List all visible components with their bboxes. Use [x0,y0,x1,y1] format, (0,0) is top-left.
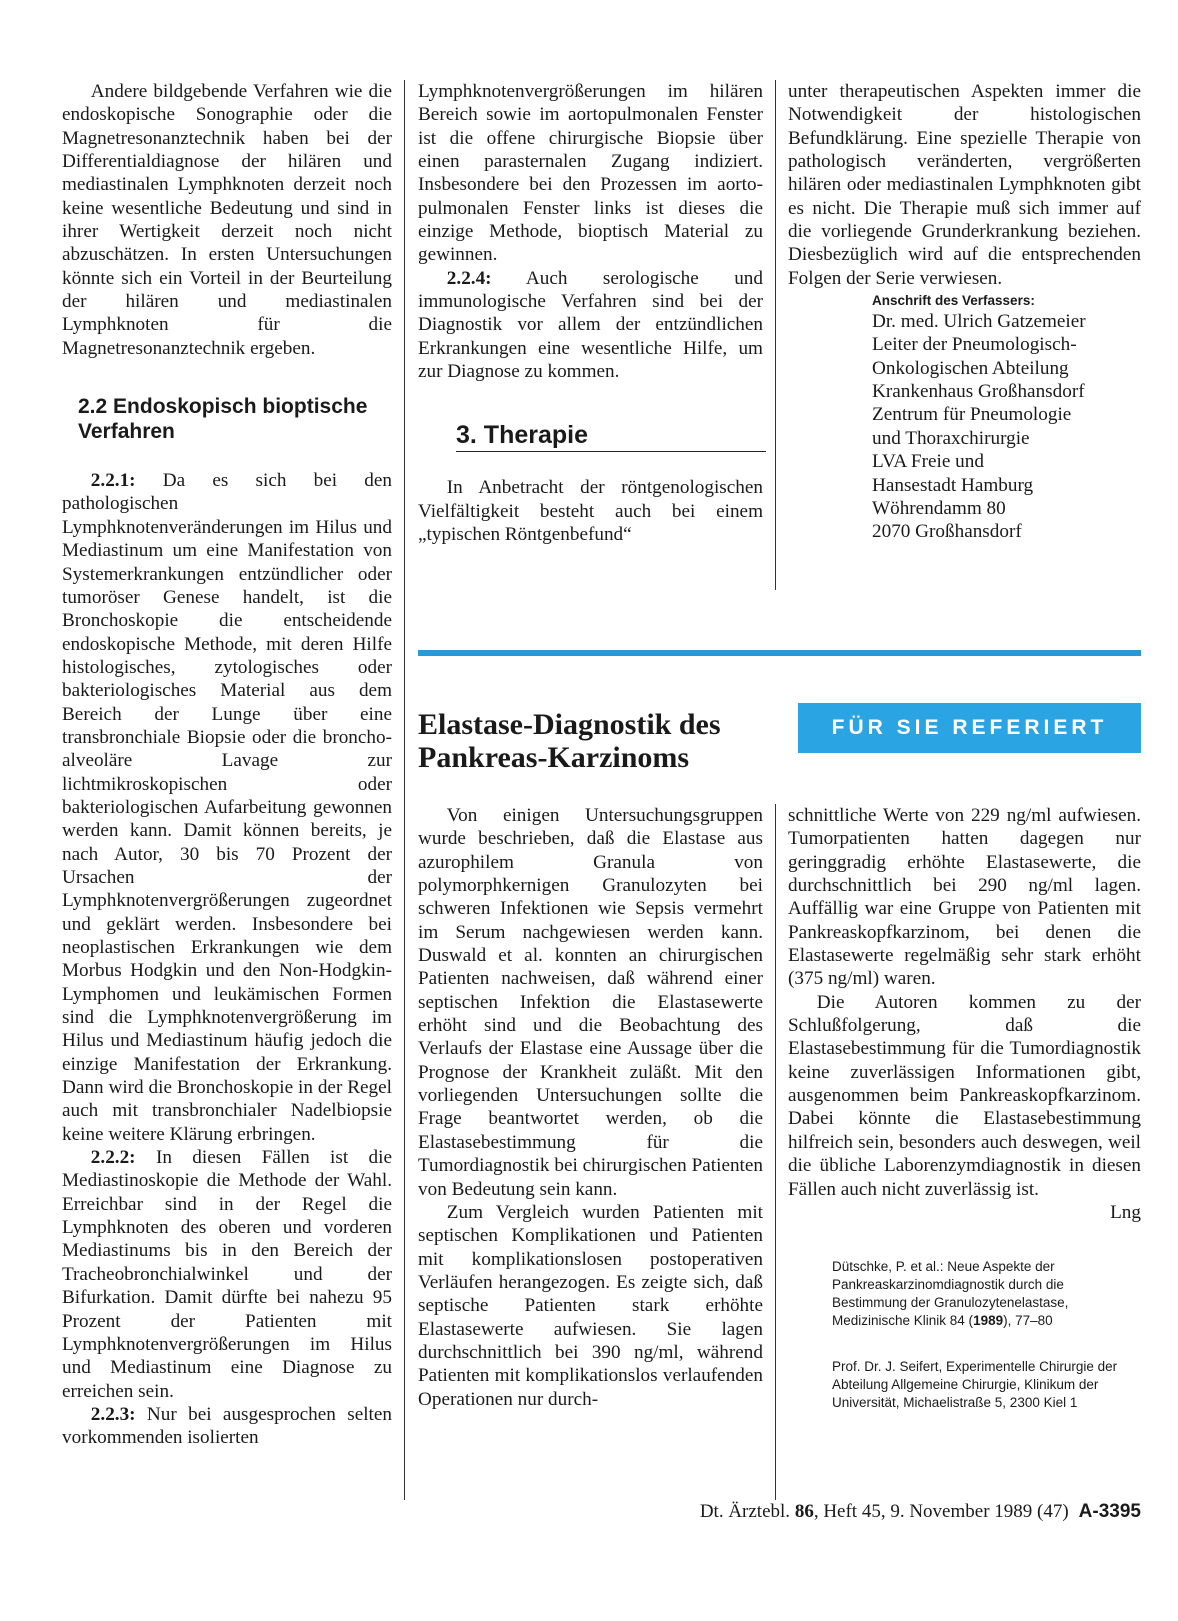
article-title-line: Pankreas-Karzinoms [418,741,690,774]
author-address [872,310,1141,543]
paragraph-2-2-4 [418,267,763,384]
article-title-line: Elastase-Diagnostik des [418,708,721,741]
journal-issue: , Heft 45, 9. November 1989 (47) [813,1501,1069,1522]
address-heading: Anschrift des Verfassers: [872,293,1035,309]
article-paragraph: schnittliche Werte von 229 ng/ml aufwiesen. Tumorpatienten hatten dagegen nur geringgradig erhöhte Elastasewerte, die durchschnittlich bei 290 ng/ml lagen. Auffällig war eine Gruppe von Patienten mit Pankreaskopfkarzinom, bei denen die Elastasewerte regelmäßig sehr stark erhöht (375 ng/ml) waren. [788,805,1141,990]
address-line: Wöhrendamm 80 [872,497,1006,519]
address-line: Krankenhaus Großhansdorf [872,381,1085,403]
journal-name: Dt. Ärztebl. [699,1501,795,1522]
article-paragraph: Die Autoren kommen zu der Schlußfolgerung, daß die Elastasebestimmung für die Tumordiagnostik keine zuverlässigen Informationen gibt, ausgenommen beim Pankreaskopfkarzinom. Dabei könnte die Elastasebestimmung hilfreich sein, besonders auch deswegen, weil die übliche Laborenzymdiagnostik in diesen Fällen auch nicht zuverlässig ist. [788,991,1141,1200]
column-divider [775,804,776,1500]
reference-citation [832,1258,1141,1330]
column-3 [788,80,1141,544]
article-column-right [788,804,1141,1412]
citation-text: Dütschke, P. et al.: Neue Aspekte der Pankreaskarzinomdiagnostik durch die Bestimmung der Granulozytenelastase, Medizinische Klinik 84 ( [832,1259,1069,1329]
section-heading-therapie: 3. Therapie [456,421,766,452]
column-divider [404,80,405,1500]
paragraph-therapie: In Anbetracht der röntgenologischen Vielfältigkeit besteht auch bei einem „typischen Röntgenbefund“ [418,477,763,546]
column-divider [775,80,776,590]
address-line: und Thoraxchirurgie [872,427,1030,449]
address-line: Onkologischen Abteilung [872,357,1069,379]
paragraph-text: In diesen Fällen ist die Mediastinoskopie die Methode der Wahl. Erreichbar sind in der Regel die Lymphknoten des oberen und vorderen Mediastinums bis in den Bereich der Tracheobronchialwinkel und der Bifurkation. Damit dürfte bei nahezu 95 Prozent der Patienten mit Lymphknotenvergrößerungen im Hilus und Mediastinum eine Diagnose zu erreichen sein. [62,1147,392,1402]
paragraph-2-2-2 [62,1146,392,1403]
paragraph-continued: Lymphknotenvergrößerungen im hilären Bereich sowie im aortopulmonalen Fenster ist die offene chirurgische Biopsie über einen parasternalen Zugang indiziert. Insbesondere bei den Prozessen im aorto-pulmonalen Fenster links ist dieses die einzige Methode, bioptisch Material zu gewinnen. [418,81,763,266]
article-title [418,708,788,774]
address-line: Leiter der Pneumologisch- [872,334,1077,356]
section-label: 2.2.2: [90,1147,136,1169]
paragraph-2-2-3 [62,1403,392,1450]
column-1 [62,80,392,1450]
author-signature: Lng [1110,1201,1141,1223]
section-label: 2.2.1: [90,470,136,492]
paragraph-text: Nur bei ausgesprochen selten vorkommenden isolierten [62,1403,392,1449]
article-column-left [418,804,763,1411]
citation-year: 1989 [973,1313,1004,1329]
article-paragraph: Zum Vergleich wurden Patienten mit septischen Komplikationen und Patienten mit komplikationslosen postoperativen Verläufen herangezogen. Es zeigte sich, daß septische Patienten stark erhöhte Elastasewerte aufwiesen. Sie lagen durchschnittlich bei 390 ng/ml, während Patienten mit komplikationslos verlaufenden Operationen nur durch- [418,1201,763,1410]
paragraph-text: Da es sich bei den pathologischen Lymphknotenveränderungen im Hilus und Mediastinum um eine Manifestation von Systemerkrankungen entzündlicher oder tumoröser Genese handelt, ist die Bronchoskopie die entscheidende endoskopische Methode, mit deren Hilfe histologisches, zytologisches oder bakteriologisches Material aus dem Bereich der Lunge über eine transbronchiale Biopsie oder die broncho-alveoläre Lavage zur lichtmikroskopischen oder bakteriologischen Aufarbeitung gewonnen werden kann. Damit können bereits, je nach Autor, 30 bis 70 Prozent der Ursachen der Lymphknotenvergrößerungen zugeordnet und geklärt werden. Insbesondere bei neoplastischen Erkrankungen wie dem Morbus Hodgkin und den Non-Hodgkin-Lymphomen und leukämischen Formen sind die Lymphknotenvergrößerung im Hilus und Mediastinum häufig jedoch die einzige Manifestation der Erkrankung. Dann wird die Bronchoskopie in der Regel auch mit transbronchialer Nadelbiopsie keine weitere Klärung erbringen. [62,470,392,1145]
paragraph-continued: unter therapeutischen Aspekten immer die Notwendigkeit der histologischen Befundklärung. Eine spezielle Therapie von pathologisch veränderten, vergrößerten hilären oder mediastinalen Lymphknoten gibt es nicht. Die Therapie muß sich immer auf die vorliegende Grunderkrankung beziehen. Diesbezüglich wird auf die entsprechenden Folgen der Serie verwiesen. [788,81,1141,289]
address-line: 2070 Großhansdorf [872,521,1022,543]
address-line: Zentrum für Pneumologie [872,404,1072,426]
page-number: A-3395 [1078,1501,1141,1522]
section-label: 2.2.4: [446,267,492,289]
reference-address: Prof. Dr. J. Seifert, Experimentelle Chirurgie der Abteilung Allgemeine Chirurgie, Klinikum der Universität, Michaelistraße 5, 2300 Kiel 1 [832,1359,1118,1411]
journal-volume: 86 [794,1501,814,1522]
citation-pages: ), 77–80 [1003,1313,1053,1329]
address-line: LVA Freie und [872,451,984,473]
section-label: 2.2.3: [90,1403,136,1425]
section-heading-2-2: 2.2 Endoskopisch bioptische Verfahren [78,395,368,444]
section-badge: FÜR SIE REFERIERT [798,703,1141,753]
paragraph-intro: Andere bildgebende Verfahren wie die endoskopische Sonographie oder die Magnetresonanztechnik haben bei der Differentialdiagnose der hilären und mediastinalen Lymphknoten derzeit noch keine wesentliche Bedeutung und sind in ihrer Wertigkeit derzeit noch nicht abzuschätzen. In ersten Untersuchungen könnte sich ein Vorteil in der Beurteilung der hilären und mediastinalen Lymphknoten für die Magnetresonanztechnik ergeben. [62,81,392,359]
page-footer [600,1501,1141,1523]
address-line: Hansestadt Hamburg [872,474,1034,496]
column-2 [418,80,763,547]
paragraph-2-2-1 [62,469,392,1146]
address-line: Dr. med. Ulrich Gatzemeier [872,311,1086,333]
paragraph-text: Auch serologische und immunologische Verfahren sind bei der Diagnostik vor allem der entzündlichen Erkrankungen eine wesentliche Hilfe, um zur Diagnose zu kommen. [418,267,763,383]
article-separator [418,650,1141,656]
article-paragraph: Von einigen Untersuchungsgruppen wurde beschrieben, daß die Elastase aus azurophilem Granula von polymorphkernigen Granulozyten bei schweren Infektionen wie Sepsis vermehrt im Serum nachgewiesen werden kann. Duswald et al. konnten an chirurgischen Patienten nachweisen, daß während einer septischen Infektion die Elastasewerte erhöht sind und die Beobachtung des Verlaufs der Elastase eine Aussage über die Prognose der Krankheit zuläßt. Mit den vorliegenden Untersuchungen sollte die Frage beantwortet werden, ob die Elastasebestimmung für die Tumordiagnostik bei chirurgischen Patienten von Bedeutung sein kann. [418,805,763,1200]
